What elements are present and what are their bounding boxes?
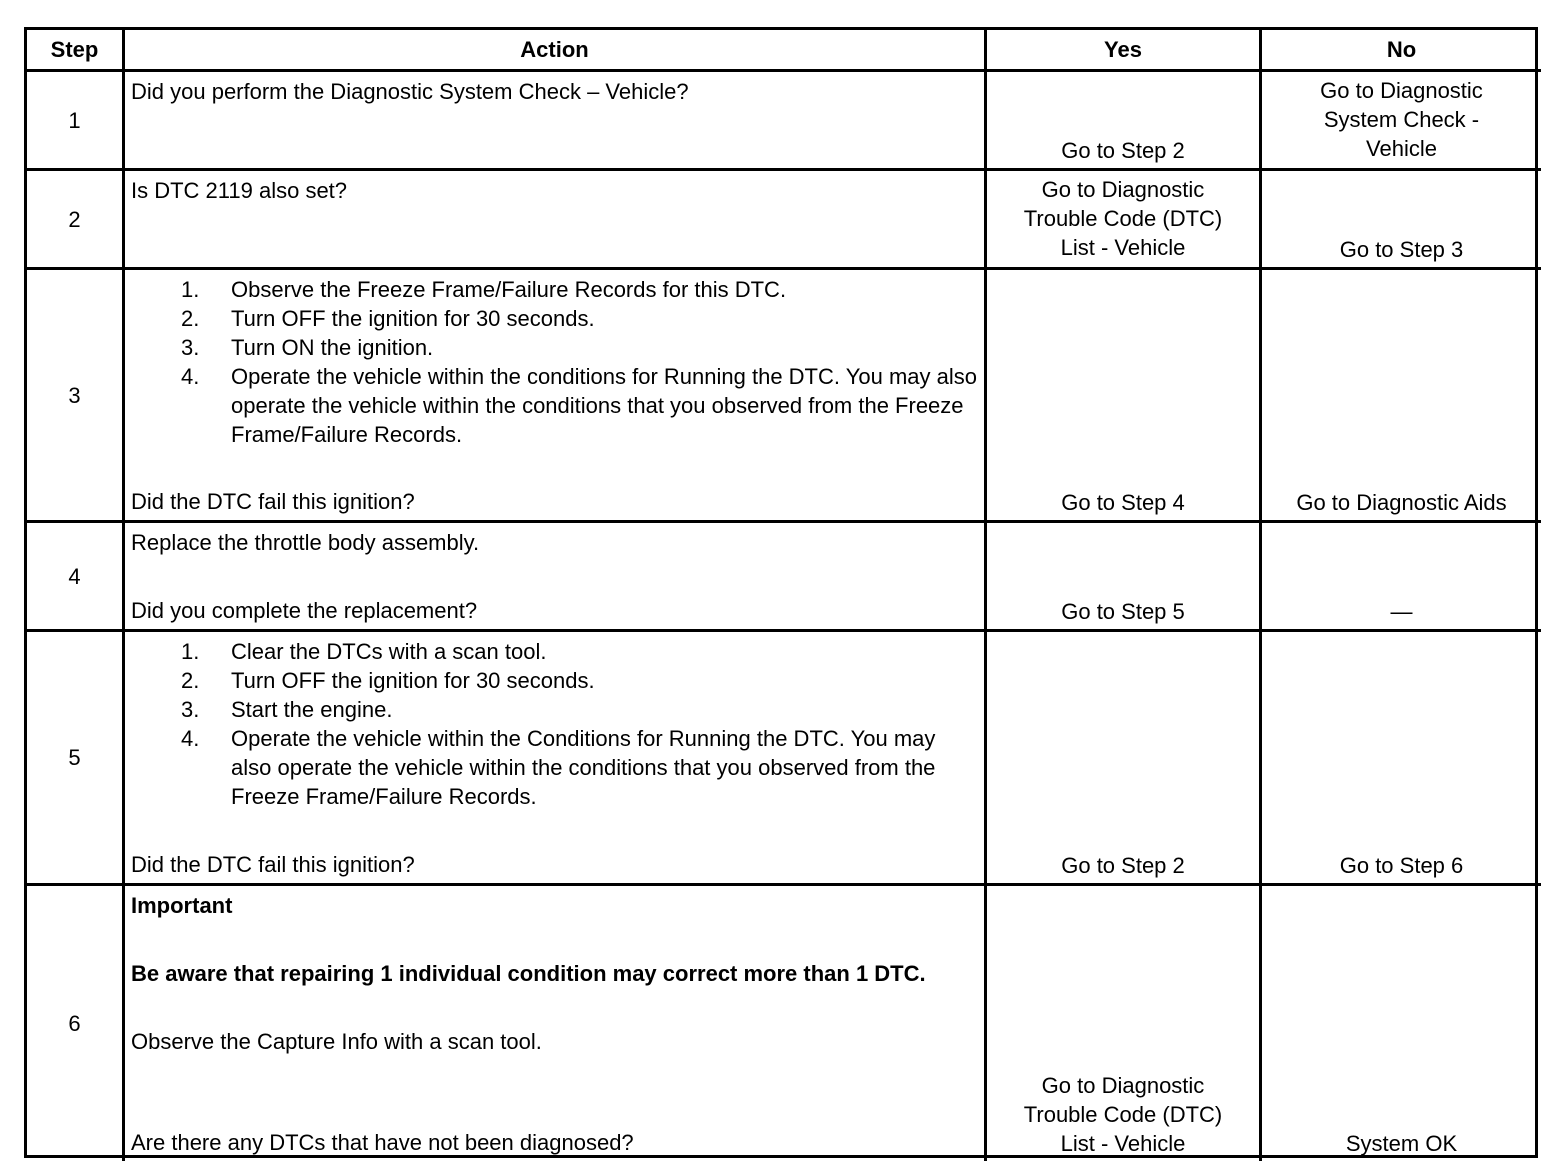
- action-cell: [125, 171, 987, 270]
- header-action: Action: [125, 30, 987, 72]
- instruction-list: [131, 637, 978, 811]
- step-number: 6: [27, 886, 125, 1161]
- no-result: [1262, 523, 1541, 632]
- list-number: 1.: [181, 639, 200, 664]
- action-cell: [125, 270, 987, 523]
- step-number: 1: [27, 72, 125, 171]
- step-number: 2: [27, 171, 125, 270]
- yes-result: [987, 72, 1262, 171]
- list-item: [131, 637, 978, 666]
- list-text: Turn OFF the ignition for 30 seconds.: [231, 668, 595, 693]
- list-number: 2.: [181, 668, 200, 693]
- header-step: Step: [27, 30, 125, 72]
- yes-result: [987, 886, 1262, 1161]
- question-text: Did the DTC fail this ignition?: [131, 852, 415, 877]
- instruction-text: Replace the throttle body assembly.: [131, 530, 480, 555]
- list-item: [131, 275, 978, 304]
- list-item: [131, 333, 978, 362]
- no-result: [1262, 171, 1541, 270]
- instruction-list: [131, 275, 978, 449]
- list-number: 3.: [181, 697, 200, 722]
- list-text: Observe the Freeze Frame/Failure Records for this DTC.: [231, 277, 787, 302]
- yes-result: [987, 632, 1262, 886]
- header-yes: Yes: [987, 30, 1262, 72]
- question-text: Did you complete the replacement?: [131, 598, 478, 623]
- list-item: [131, 304, 978, 333]
- no-result: [1262, 632, 1541, 886]
- action-cell: [125, 886, 987, 1161]
- question-text: Did you perform the Diagnostic System Check – Vehicle?: [131, 79, 689, 104]
- step-number: 5: [27, 632, 125, 886]
- question-text: Did the DTC fail this ignition?: [131, 489, 415, 514]
- yes-result: [987, 171, 1262, 270]
- list-number: 3.: [181, 335, 200, 360]
- important-text: Be aware that repairing 1 individual condition may correct more than 1 DTC.: [131, 961, 926, 986]
- list-text: Operate the vehicle within the Conditions for Running the DTC. You may also operate the vehicle within the conditions that you observed from the Freeze Frame/Failure Records.: [231, 726, 936, 809]
- no-result: [1262, 886, 1541, 1161]
- yes-result-text: Go to Step 2: [1061, 138, 1185, 163]
- list-text: Start the engine.: [231, 697, 393, 722]
- no-result-text: Go to Diagnostic System Check - Vehicle: [1320, 78, 1483, 161]
- question-text: Is DTC 2119 also set?: [131, 178, 348, 203]
- list-item: [131, 724, 978, 811]
- list-text: Operate the vehicle within the conditions for Running the DTC. You may also operate the vehicle within the conditions that you observed from the Freeze Frame/Failure Records.: [231, 364, 977, 447]
- step-number: 4: [27, 523, 125, 632]
- list-item: [131, 362, 978, 449]
- list-number: 4.: [181, 364, 200, 389]
- list-text: Clear the DTCs with a scan tool.: [231, 639, 547, 664]
- question-text: Are there any DTCs that have not been diagnosed?: [131, 1130, 634, 1155]
- action-cell: [125, 632, 987, 886]
- no-result-text: —: [1390, 599, 1413, 624]
- important-title: Important: [131, 893, 233, 918]
- list-number: 2.: [181, 306, 200, 331]
- yes-result-text: Go to Step 4: [1061, 490, 1185, 515]
- yes-result-text: Go to Diagnostic Trouble Code (DTC) List - Vehicle: [1023, 177, 1223, 260]
- step-number: 3: [27, 270, 125, 523]
- yes-result-text: Go to Step 2: [1061, 853, 1185, 878]
- diagnostic-table: [24, 27, 1538, 1158]
- instruction-text: Observe the Capture Info with a scan tool.: [131, 1029, 542, 1054]
- no-result-text: Go to Step 3: [1339, 237, 1464, 262]
- list-number: 4.: [181, 726, 200, 751]
- no-result-text: Go to Diagnostic Aids: [1296, 490, 1507, 515]
- no-result: [1262, 72, 1541, 171]
- no-result-text: System OK: [1345, 1131, 1458, 1156]
- no-result-text: Go to Step 6: [1339, 853, 1464, 878]
- yes-result-text: Go to Diagnostic Trouble Code (DTC) List - Vehicle: [1023, 1073, 1223, 1156]
- yes-result: [987, 523, 1262, 632]
- list-item: [131, 666, 978, 695]
- no-result: [1262, 270, 1541, 523]
- yes-result: [987, 270, 1262, 523]
- list-text: Turn ON the ignition.: [231, 335, 434, 360]
- header-no: No: [1262, 30, 1541, 72]
- list-text: Turn OFF the ignition for 30 seconds.: [231, 306, 595, 331]
- list-number: 1.: [181, 277, 200, 302]
- list-item: [131, 695, 978, 724]
- yes-result-text: Go to Step 5: [1061, 599, 1185, 624]
- action-cell: [125, 72, 987, 171]
- action-cell: [125, 523, 987, 632]
